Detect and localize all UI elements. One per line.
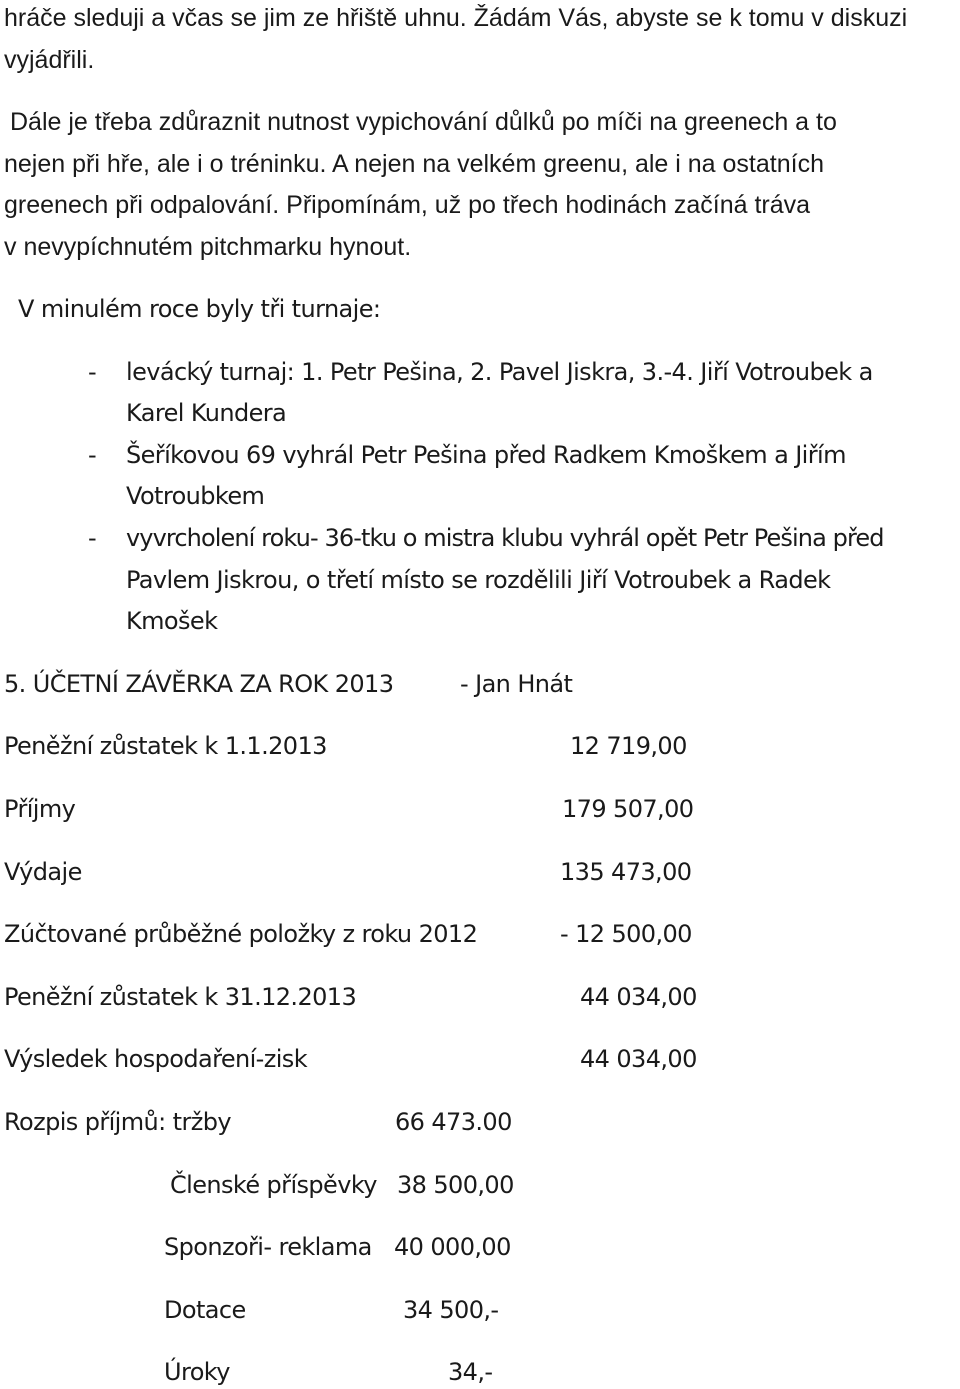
list-item-line: vyvrcholení roku- 36-tku o mistra klubu vyhrál opět Petr Pešina před	[126, 524, 884, 552]
finance-label: Výsledek hospodaření-zisk	[4, 1045, 308, 1073]
list-dash: -	[88, 441, 97, 469]
list-item-line: Kmošek	[126, 607, 218, 635]
finance-label: Příjmy	[4, 795, 76, 823]
income-amount: 34,-	[448, 1358, 493, 1386]
list-item-line: Šeříkovou 69 vyhrál Petr Pešina před Radkem Kmoškem a Jiřím	[126, 441, 846, 469]
income-amount: 38 500,00	[397, 1171, 514, 1199]
finance-amount: 12 719,00	[570, 732, 687, 760]
finance-label: Zúčtované průběžné položky z roku 2012	[4, 920, 478, 948]
paragraph-line: greenech při odpalování. Připomínám, už po třech hodinách začíná tráva	[4, 191, 811, 219]
paragraph-line: hráče sleduji a včas se jim ze hřiště uhnu. Žádám Vás, abyste se k tomu v diskuzi	[4, 4, 908, 32]
section-author: - Jan Hnát	[460, 670, 573, 698]
income-breakdown-label: Rozpis příjmů: tržby	[4, 1108, 231, 1136]
income-breakdown-amount: 66 473.00	[395, 1108, 512, 1136]
finance-amount: 44 034,00	[580, 983, 697, 1011]
paragraph-line: Dále je třeba zdůraznit nutnost vypichování důlků po míči na greenech a to	[10, 108, 837, 136]
list-item-line: Karel Kundera	[126, 399, 287, 427]
paragraph-line: vyjádřili.	[4, 46, 95, 74]
finance-label: Peněžní zůstatek k 1.1.2013	[4, 732, 327, 760]
list-dash: -	[88, 524, 97, 552]
list-item-line: Votroubkem	[126, 482, 265, 510]
finance-label: Peněžní zůstatek k 31.12.2013	[4, 983, 357, 1011]
income-label: Úroky	[164, 1358, 230, 1386]
income-label: Sponzoři- reklama	[164, 1233, 372, 1261]
finance-amount: - 12 500,00	[560, 920, 692, 948]
income-amount: 40 000,00	[394, 1233, 511, 1261]
tournaments-heading: V minulém roce byly tři turnaje:	[18, 295, 381, 323]
finance-label: Výdaje	[4, 858, 82, 886]
finance-amount: 179 507,00	[562, 795, 694, 823]
list-dash: -	[88, 358, 97, 386]
income-label: Dotace	[164, 1296, 246, 1324]
section-title: 5. ÚČETNÍ ZÁVĚRKA ZA ROK 2013	[4, 670, 394, 698]
finance-amount: 44 034,00	[580, 1045, 697, 1073]
paragraph-line: nejen při hře, ale i o tréninku. A nejen na velkém greenu, ale i na ostatních	[4, 150, 824, 178]
finance-amount: 135 473,00	[560, 858, 692, 886]
list-item-line: levácký turnaj: 1. Petr Pešina, 2. Pavel Jiskra, 3.-4. Jiří Votroubek a	[126, 358, 873, 386]
income-amount: 34 500,-	[403, 1296, 499, 1324]
income-label: Členské příspěvky	[170, 1171, 377, 1199]
list-item-line: Pavlem Jiskrou, o třetí místo se rozdělili Jiří Votroubek a Radek	[126, 566, 831, 594]
paragraph-line: v nevypíchnutém pitchmarku hynout.	[4, 233, 412, 261]
